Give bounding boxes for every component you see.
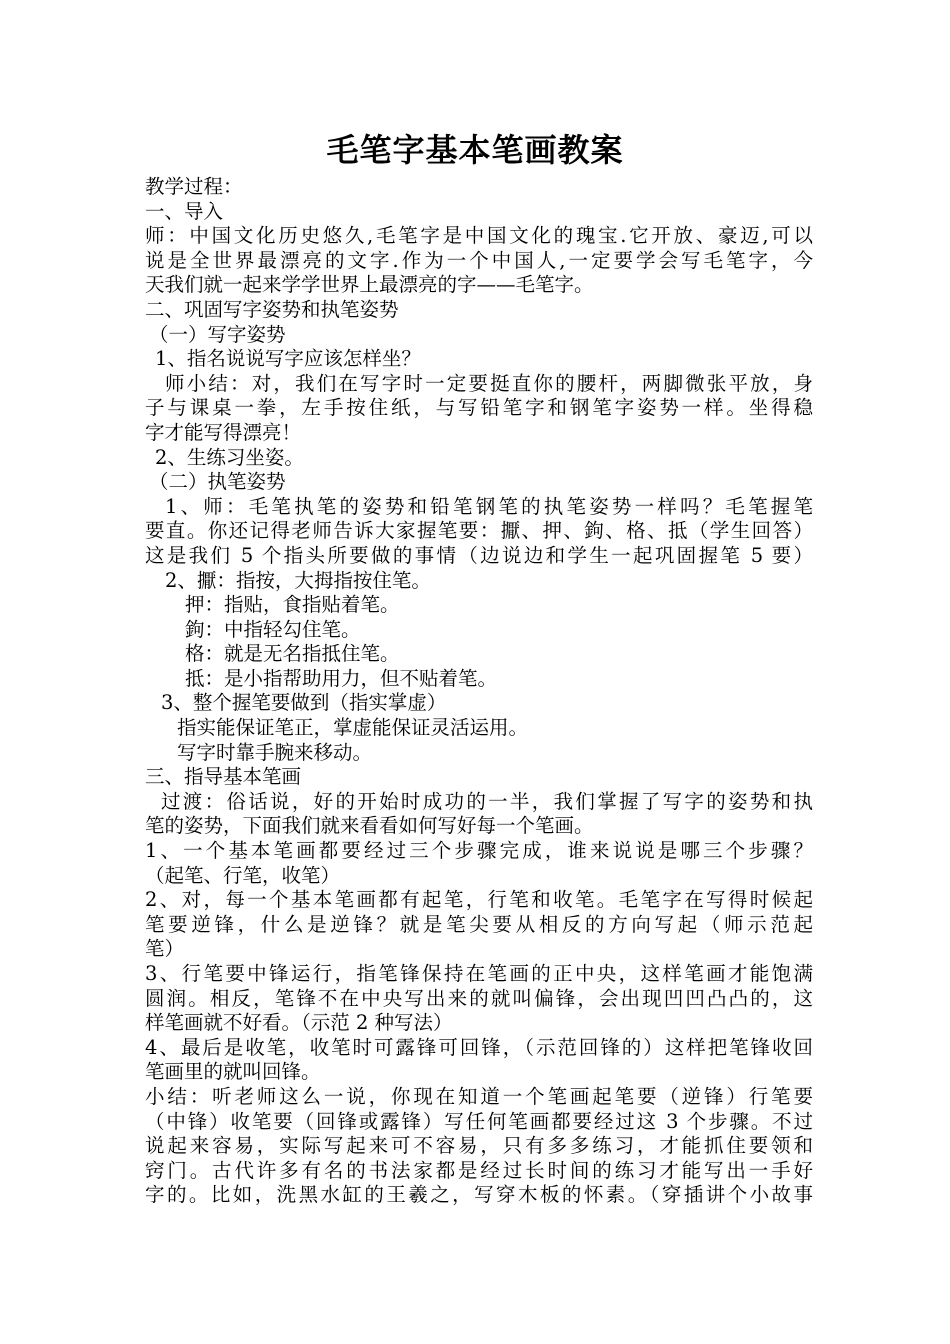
text-line: 窍门。古代许多有名的书法家都是经过长时间的练习才能写出一手好 <box>145 1158 813 1182</box>
text-line: 笔画里的就叫回锋。 <box>145 1060 321 1084</box>
text-line: 鉤：中指轻勾住笔。 <box>185 617 361 641</box>
text-line: 笔的姿势，下面我们就来看看如何写好每一个笔画。 <box>145 814 594 838</box>
text-line: 指实能保证笔正，掌虚能保证灵活运用。 <box>177 716 529 740</box>
text-line: 2、生练习坐姿。 <box>155 445 304 469</box>
text-line: 样笔画就不好看。（示范 2 种写法） <box>145 1011 453 1035</box>
section-heading: 三、指导基本笔画 <box>145 765 302 789</box>
text-line: 2、对，每一个基本笔画都有起笔，行笔和收笔。毛笔字在写得时候起 <box>145 888 813 912</box>
text-line: （起笔、行笔，收笔） <box>145 863 341 887</box>
text-line: 字才能写得漂亮！ <box>145 420 302 444</box>
document-title: 毛笔字基本笔画教案 <box>326 131 624 169</box>
text-line: 格：就是无名指抵住笔。 <box>185 642 400 666</box>
text-line: 写字时靠手腕来移动。 <box>177 740 373 764</box>
text-line: 3、行笔要中锋运行，指笔锋保持在笔画的正中央，这样笔画才能饱满 <box>145 962 813 985</box>
text-line: 过渡：俗话说，好的开始时成功的一半，我们掌握了写字的姿势和执 <box>161 789 813 813</box>
text-line: 1、师：毛笔执笔的姿势和铅笔钢笔的执笔姿势一样吗？毛笔握笔 <box>165 494 813 518</box>
text-line: 笔） <box>145 937 185 961</box>
subsection-heading: （一）写字姿势 <box>149 322 286 346</box>
text-line: 子与课桌一拳，左手按住纸，与写铅笔字和钢笔字姿势一样。坐得稳 <box>145 396 813 420</box>
text-line: 2、擫：指按，大拇指按住笔。 <box>165 568 431 592</box>
text-line: 字的。比如，洗黑水缸的王羲之，写穿木板的怀素。（穿插讲个小故事 <box>145 1183 813 1207</box>
text-line: 要直。你还记得老师告诉大家握笔要：擫、押、鉤、格、抵（学生回答） <box>145 519 813 543</box>
text-line: 教学过程： <box>145 175 243 198</box>
document-body <box>145 175 813 1208</box>
text-line: 抵：是小指帮助用力，但不贴着笔。 <box>185 666 498 690</box>
text-line: 这是我们 5 个指头所要做的事情（边说边和学生一起巩固握笔 5 要） <box>145 543 813 567</box>
text-line: 1、一个基本笔画都要经过三个步骤完成，谁来说说是哪三个步骤？ <box>145 839 813 863</box>
section-heading: 二、巩固写字姿势和执笔姿势 <box>145 297 399 321</box>
section-heading: 一、导入 <box>145 199 224 223</box>
text-line: 师小结：对，我们在写字时一定要挺直你的腰杆，两脚微张平放，身 <box>165 371 813 395</box>
text-line: 3、整个握笔要做到（指实掌虚） <box>161 691 447 715</box>
text-line: 说起来容易，实际写起来可不容易，只有多多练习，才能抓住要领和 <box>145 1134 813 1158</box>
text-line: 小结：听老师这么一说，你现在知道一个笔画起笔要（逆锋）行笔要 <box>145 1084 813 1108</box>
text-line: 押：指贴，食指贴着笔。 <box>185 593 400 617</box>
text-line: 天我们就一起来学学世界上最漂亮的字——毛笔字。 <box>145 273 594 297</box>
text-line: 笔要逆锋，什么是逆锋？就是笔尖要从相反的方向写起（师示范起 <box>145 912 813 936</box>
text-line: 1、指名说说写字应该怎样坐？ <box>155 347 421 371</box>
text-line: （中锋）收笔要（回锋或露锋）写任何笔画都要经过这 3 个步骤。不过 <box>145 1109 813 1133</box>
text-line: 说是全世界最漂亮的文字.作为一个中国人,一定要学会写毛笔字，今 <box>145 248 813 272</box>
text-line: 师：中国文化历史悠久,毛笔字是中国文化的瑰宝.它开放、豪迈,可以 <box>145 224 813 248</box>
subsection-heading: （二）执笔姿势 <box>149 470 286 494</box>
text-line: 4、最后是收笔，收笔时可露锋可回锋，（示范回锋的）这样把笔锋收回 <box>145 1035 813 1059</box>
text-line: 圆润。相反，笔锋不在中央写出来的就叫偏锋，会出现凹凹凸凸的，这 <box>145 986 813 1010</box>
